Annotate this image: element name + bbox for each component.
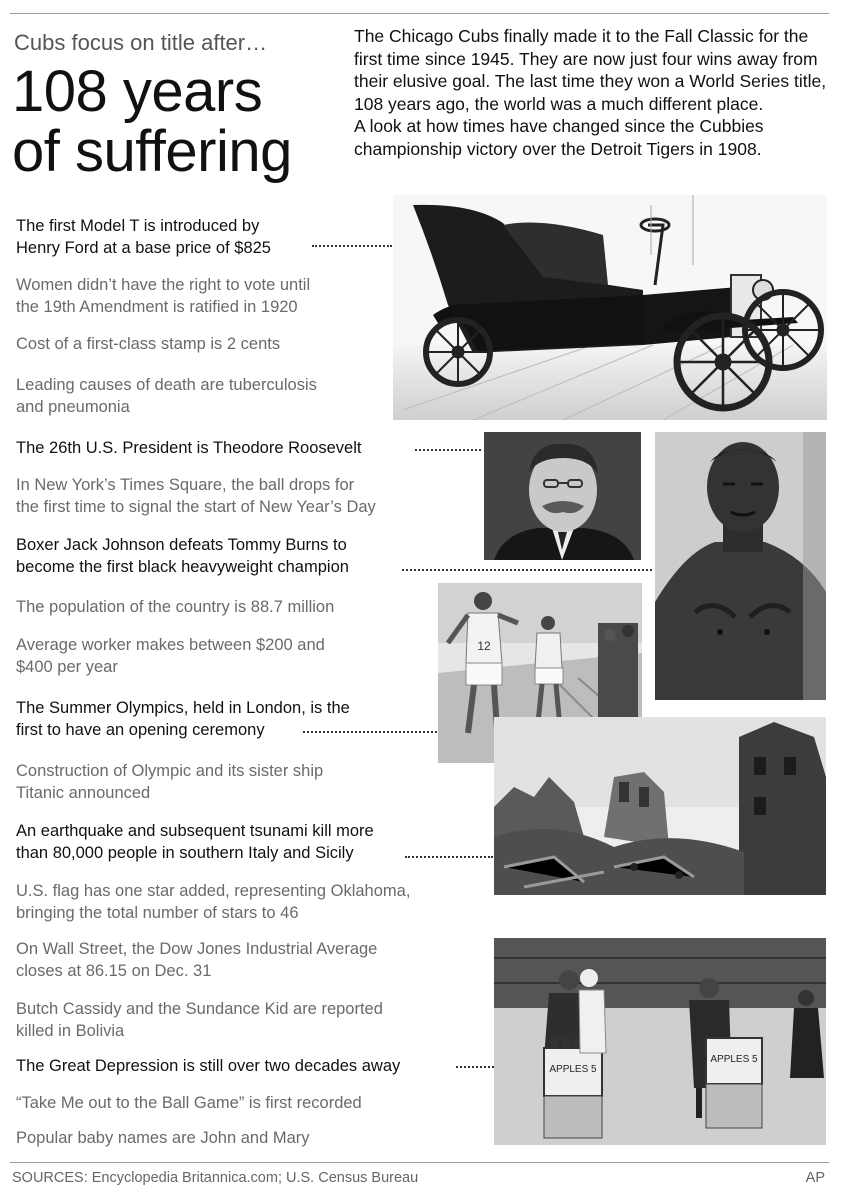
intro-paragraph-1: The Chicago Cubs finally made it to the Fall Classic for the first time since 1945. They are now just four wins away from their elusive goal. The last time they won a World Series title, 108 years ago, the world was a much different place. bbox=[354, 26, 827, 114]
fact-line: The 26th U.S. President is Theodore Roosevelt bbox=[16, 439, 362, 457]
fact-line: Boxer Jack Johnson defeats Tommy Burns to bbox=[16, 536, 347, 554]
fact-line: Henry Ford at a base price of $825 bbox=[16, 239, 271, 257]
leader-line bbox=[456, 1066, 494, 1068]
title-line-2: of suffering bbox=[12, 119, 292, 184]
top-rule bbox=[10, 13, 829, 14]
fact-line: $400 per year bbox=[16, 658, 118, 676]
earthquake-ruins-illustration bbox=[494, 717, 826, 895]
fact-line: The Great Depression is still over two decades away bbox=[16, 1057, 401, 1075]
fact-item bbox=[16, 374, 317, 418]
fact-line: the 19th Amendment is ratified in 1920 bbox=[16, 298, 298, 316]
fact-line: closes at 86.15 on Dec. 31 bbox=[16, 962, 212, 980]
fact-line: Butch Cassidy and the Sundance Kid are reported bbox=[16, 1000, 383, 1018]
fact-line: bringing the total number of stars to 46 bbox=[16, 904, 299, 922]
fact-line: On Wall Street, the Dow Jones Industrial Average bbox=[16, 940, 378, 958]
apple-sign-1: APPLES 5 bbox=[549, 1064, 597, 1075]
fact-line: first to have an opening ceremony bbox=[16, 721, 265, 739]
fact-line: The first Model T is introduced by bbox=[16, 217, 260, 235]
fact-line: Cost of a first-class stamp is 2 cents bbox=[16, 335, 281, 353]
fact-line: Leading causes of death are tuberculosis bbox=[16, 376, 317, 394]
fact-item bbox=[16, 1092, 362, 1114]
model-t-illustration bbox=[393, 195, 827, 420]
roosevelt-portrait bbox=[484, 432, 641, 560]
apple-sellers-photo bbox=[494, 938, 826, 1145]
fact-line: Popular baby names are John and Mary bbox=[16, 1129, 310, 1147]
fact-line: Construction of Olympic and its sister ship bbox=[16, 762, 324, 780]
fact-item bbox=[16, 938, 377, 982]
intro-text bbox=[354, 25, 834, 160]
intro-paragraph-2: A look at how times have changed since the Cubbies championship victory over the Detroit Tigers in 1908. bbox=[354, 116, 764, 159]
fact-line: become the first black heavyweight champion bbox=[16, 558, 349, 576]
title-line-1: 108 years bbox=[12, 59, 263, 124]
fact-item bbox=[16, 697, 350, 741]
fact-line: In New York’s Times Square, the ball drops for bbox=[16, 476, 355, 494]
fact-item bbox=[16, 596, 334, 618]
fact-line: and pneumonia bbox=[16, 398, 130, 416]
fact-item bbox=[16, 880, 410, 924]
fact-item bbox=[16, 760, 323, 804]
fact-item bbox=[16, 1055, 400, 1077]
earthquake-photo bbox=[494, 717, 826, 895]
fact-line: Women didn’t have the right to vote until bbox=[16, 276, 311, 294]
leader-line bbox=[312, 245, 392, 247]
fact-line: than 80,000 people in southern Italy and Sicily bbox=[16, 844, 354, 862]
fact-item bbox=[16, 820, 374, 864]
fact-item bbox=[16, 998, 383, 1042]
kicker: Cubs focus on title after… bbox=[14, 30, 268, 55]
bottom-rule bbox=[10, 1162, 829, 1163]
leader-line bbox=[415, 449, 481, 451]
jack-johnson-portrait bbox=[655, 432, 826, 700]
apple-sign-2: APPLES 5 bbox=[710, 1054, 758, 1065]
fact-line: An earthquake and subsequent tsunami kill more bbox=[16, 822, 374, 840]
fact-line: U.S. flag has one star added, representing Oklahoma, bbox=[16, 882, 411, 900]
fact-line: killed in Bolivia bbox=[16, 1022, 125, 1040]
fact-item bbox=[16, 215, 271, 259]
fact-line: the first time to signal the start of New Year’s Day bbox=[16, 498, 376, 516]
leader-line bbox=[405, 856, 493, 858]
sources-credit: SOURCES: Encyclopedia Britannica.com; U.S. Census Bureau bbox=[12, 1170, 419, 1186]
page-title bbox=[12, 59, 292, 184]
fact-line: The Summer Olympics, held in London, is the bbox=[16, 699, 350, 717]
fact-item bbox=[16, 437, 361, 459]
jack-johnson-photo bbox=[655, 432, 826, 700]
runner-bib: 12 bbox=[477, 639, 491, 653]
leader-line bbox=[402, 569, 652, 571]
leader-line bbox=[303, 731, 437, 733]
fact-item bbox=[16, 534, 349, 578]
fact-line: Titanic announced bbox=[16, 784, 151, 802]
fact-line: “Take Me out to the Ball Game” is first recorded bbox=[16, 1094, 362, 1112]
apple-sellers-illustration bbox=[494, 938, 826, 1145]
fact-item bbox=[16, 1127, 310, 1149]
fact-line: The population of the country is 88.7 million bbox=[16, 598, 335, 616]
fact-line: Average worker makes between $200 and bbox=[16, 636, 325, 654]
fact-item bbox=[16, 274, 310, 318]
roosevelt-photo bbox=[484, 432, 641, 560]
model-t-photo bbox=[393, 195, 827, 420]
ap-credit: AP bbox=[805, 1170, 825, 1186]
fact-item bbox=[16, 333, 280, 355]
fact-item bbox=[16, 634, 325, 678]
fact-item bbox=[16, 474, 376, 518]
